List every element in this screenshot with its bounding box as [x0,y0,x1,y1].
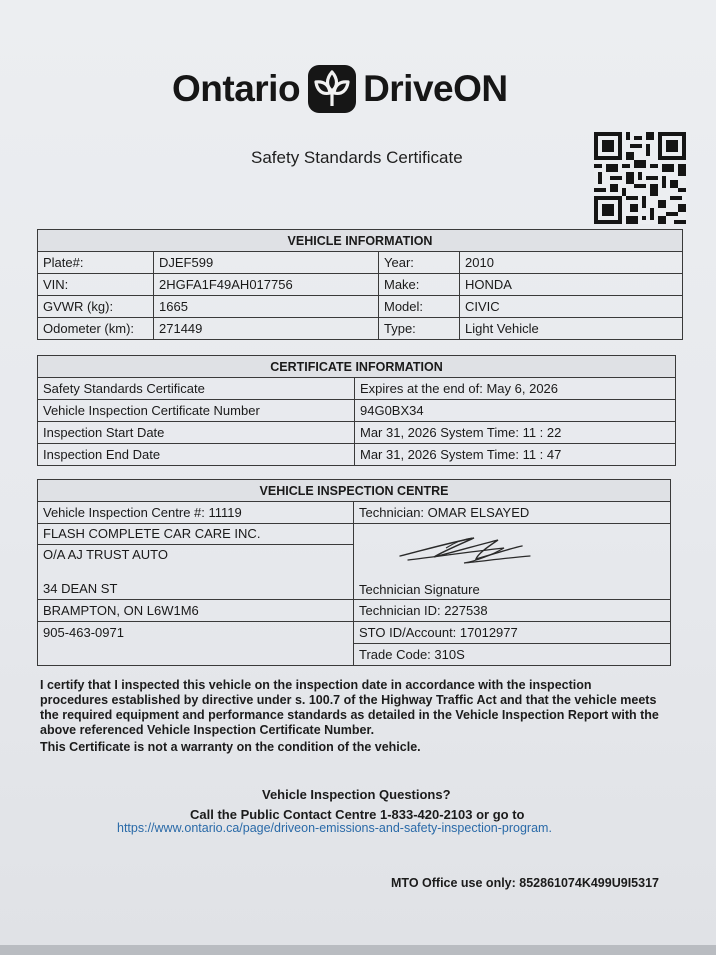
field-value: DJEF599 [154,252,379,274]
field-label: Plate#: [38,252,154,274]
mto-office-line: MTO Office use only: 852861074K499U9I5317 [391,876,659,890]
document-title: Safety Standards Certificate [251,148,463,167]
centre-phone: 905-463-0971 [38,622,354,644]
table-row [38,524,671,600]
centre-number: Vehicle Inspection Centre #: 11119 [38,502,354,524]
table-row [38,502,671,524]
table-row [38,378,676,400]
technician-signature-image [394,530,534,570]
technician-id: Technician ID: 227538 [354,600,671,622]
field-value: 2HGFA1F49AH017756 [154,274,379,296]
brand-header [0,60,716,120]
table-row [38,252,683,274]
field-label: Inspection End Date [38,444,355,466]
qr-code-icon [594,132,686,224]
field-label: Model: [379,296,460,318]
centre-name-cell [38,524,354,600]
brand-right-word: DriveON [363,68,508,109]
centre-city: BRAMPTON, ON L6W1M6 [38,600,354,622]
vehicle-information-heading: VEHICLE INFORMATION [38,230,683,252]
ontario-trillium-icon [307,64,357,114]
signature-caption: Technician Signature [359,582,480,597]
field-value: CIVIC [460,296,683,318]
field-label: GVWR (kg): [38,296,154,318]
table-row [38,296,683,318]
table-row [38,400,676,422]
field-label: Vehicle Inspection Certificate Number [38,400,355,422]
field-value: Expires at the end of: May 6, 2026 [355,378,676,400]
field-value: 271449 [154,318,379,340]
field-value: HONDA [460,274,683,296]
trade-code: Trade Code: 310S [354,644,671,666]
field-label: VIN: [38,274,154,296]
field-value: 2010 [460,252,683,274]
field-value: 94G0BX34 [355,400,676,422]
field-label: Make: [379,274,460,296]
inspection-centre-heading: VEHICLE INSPECTION CENTRE [38,480,671,502]
sto-account: STO ID/Account: 17012977 [354,622,671,644]
table-row [38,318,683,340]
contact-centre-line: Call the Public Contact Centre 1-833-420-2103 or go to [190,807,525,822]
program-link[interactable]: https://www.ontario.ca/page/driveon-emissions-and-safety-inspection-program. [117,821,552,835]
field-value: 1665 [154,296,379,318]
centre-street: 34 DEAN ST [43,581,118,596]
centre-name-line2: O/A AJ TRUST AUTO [43,547,168,562]
table-row [38,622,671,644]
certificate-information-heading: CERTIFICATE INFORMATION [38,356,676,378]
warranty-note: This Certificate is not a warranty on the condition of the vehicle. [40,740,421,754]
inspection-centre-table [37,479,671,666]
field-value: Mar 31, 2026 System Time: 11 : 47 [355,444,676,466]
brand-left-word: Ontario [172,68,301,109]
field-label: Year: [379,252,460,274]
table-row [38,444,676,466]
certificate-information-table [37,355,676,466]
technician-name: Technician: OMAR ELSAYED [354,502,671,524]
table-row [38,600,671,622]
field-label: Odometer (km): [38,318,154,340]
signature-cell [354,524,671,600]
centre-name-line1: FLASH COMPLETE CAR CARE INC. [38,524,353,545]
field-label: Type: [379,318,460,340]
field-value: Light Vehicle [460,318,683,340]
vehicle-information-table [37,229,683,340]
table-row [38,274,683,296]
field-label: Safety Standards Certificate [38,378,355,400]
surface-edge [0,945,716,955]
field-value: Mar 31, 2026 System Time: 11 : 22 [355,422,676,444]
brand-logo [172,64,508,114]
field-label: Inspection Start Date [38,422,355,444]
table-row [38,422,676,444]
certification-statement: I certify that I inspected this vehicle on the inspection date in accordance with the inspection procedures established by directive under s. 100.7 of the Highway Traffic Act and that the vehicle meets the required equipment and performance standards as detailed in the Vehicle Inspection Report with the above referenced Vehicle Inspection Certificate Number. [40,678,659,737]
table-row [38,644,671,666]
questions-heading: Vehicle Inspection Questions? [262,787,451,802]
